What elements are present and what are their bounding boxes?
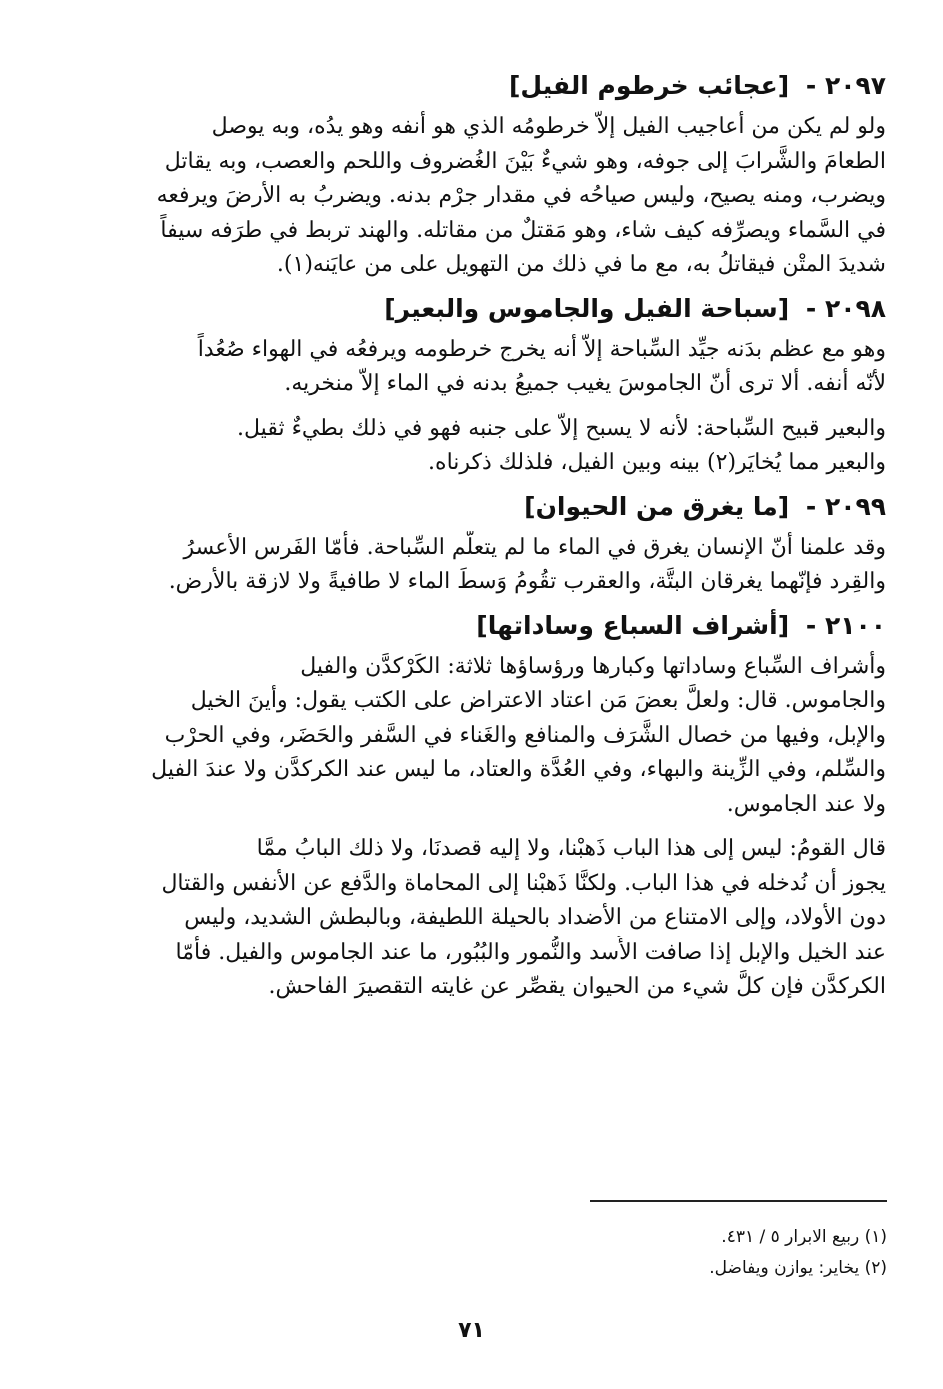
section-title: [سباحة الفيل والجاموس والبعير] xyxy=(384,293,790,323)
text-line: الكركدَّن فإن كلَّ شيء من الحيوان يقصِّر عن غايته التقصيرَ الفاحش. xyxy=(268,974,886,999)
text-line: يجوز أن نُدخله في هذا الباب. ولكنَّا ذَهبْنا إلى المحاماة والدَّفع عن الأنفس والقتال xyxy=(161,870,886,896)
section-number: ٢٠٩٨ - xyxy=(805,293,886,323)
section-number: ٢٠٩٧ - xyxy=(805,71,886,100)
page-body xyxy=(118,60,886,1011)
paragraph xyxy=(118,650,886,823)
footnote: (١) ربيع الابرار ٥ / ٤٣١. xyxy=(721,1227,887,1247)
footnote-divider xyxy=(590,1200,887,1202)
section-number: ٢١٠٠ - xyxy=(805,610,886,640)
text-line: الطعامَ والشَّرابَ إلى جوفه، وهو شيءٌ بَيْنَ الغُضروف واللحم والعصب، وبه يقاتل xyxy=(164,148,886,174)
text-line: قال القومُ: ليس إلى هذا الباب ذَهبْنا، ولا إليه قصدنَا، ولا ذلك البابُ ممَّا xyxy=(256,836,886,861)
section-number: ٢٠٩٩ - xyxy=(805,491,886,521)
paragraph xyxy=(118,333,886,402)
text-line: عند الخيل والإبل إذا صافت الأُسد والنُّمور والبُبُور، ما عند الجاموس والفيل. فأمّا xyxy=(175,939,886,965)
text-line: والبعير قبيح السِّباحة: لأنه لا يسبح إلاّ على جنبه فهو في ذلك بطيءٌ ثقيل. xyxy=(237,415,886,441)
footnote: (٢) يخاير: يوازن ويفاضل. xyxy=(709,1258,887,1278)
paragraph xyxy=(118,412,886,481)
section-heading xyxy=(118,489,886,525)
text-line: والجاموس. قال: ولعلَّ بعضَ مَن اعتاد الاعتراض على الكتب يقول: وأينَ الخيل xyxy=(190,688,886,713)
text-line: والبعير مما يُخايَر(٢) بينه وبين الفيل، فلذلك ذكرناه. xyxy=(428,450,886,475)
text-line: شديدَ المتْن فيقاتلُ به، مع ما في ذلك من التهويل على من عايَنه(١). xyxy=(276,252,886,277)
text-line: وهو مع عظم بدَنه جيِّد السِّباحة إلاّ أنه يخرج خرطومه ويرفعُه في الهواء صُعُداً xyxy=(197,336,886,362)
text-line: وأشراف السِّباع وساداتها وكبارها ورؤساؤها ثلاثة: الكَرْكدَّن والفيل xyxy=(300,653,886,679)
page-number: ٧١ xyxy=(458,1318,485,1343)
section-heading xyxy=(118,291,886,327)
text-line: والقِرد فإنّهما يغرقان البتَّة، والعقرب تقُومُ وَسطَ الماء لا طافيةً ولا لازقة بالأرض. xyxy=(168,569,886,594)
text-line: وقد علمنا أنّ الإنسان يغرق في الماء ما لم يتعلّم السِّباحة. فأمّا الفَرس الأعسرُ xyxy=(183,534,886,560)
text-line: والسِّلم، وفي الزِّينة والبهاء، وفي العُدَّة والعتاد، ما ليس عند الكركدَّن ولا عندَ الفيل xyxy=(151,757,886,782)
section-heading xyxy=(118,608,886,644)
text-line: ولا عند الجاموس. xyxy=(726,791,886,817)
section-title: [ما يغرق من الحيوان] xyxy=(524,491,790,521)
section-title: [أشراف السباع وساداتها] xyxy=(476,610,790,640)
footnotes xyxy=(560,1222,887,1284)
text-line: لأنّه أنفه. ألا ترى أنّ الجاموسَ يغيب جميعُ بدنه في الماء إلاّ منخريه. xyxy=(284,371,886,396)
paragraph xyxy=(118,832,886,1005)
text-line: دون الأولاد، وإلى الامتناع من الأضداد بالحيلة اللطيفة، وبالبطش الشديد، وليس xyxy=(184,905,886,930)
section-title: [عجائب خرطوم الفيل] xyxy=(508,71,790,100)
text-line: ولو لم يكن من أعاجيب الفيل إلاّ خرطومُه الذي هو أنفه وهو يدُه، وبه يوصل xyxy=(211,114,886,139)
paragraph xyxy=(118,531,886,600)
paragraph xyxy=(118,110,886,283)
text-line: ويضرب، ومنه يصيح، وليس صياحُه في مقدار جرْم بدنه. ويضربُ به الأرضَ ويرفعه xyxy=(156,183,886,208)
section-heading xyxy=(118,68,886,104)
text-line: والإبل، وفيها من خصال الشَّرَف والمنافع والغَناء في السَّفر والحَضَر، وفي الحرْب xyxy=(164,722,886,748)
text-line: في السَّماء ويصرِّفه كيف شاء، وهو مَقتلٌ من مقاتله. والهند تربط في طرَفه سيفاً xyxy=(160,217,886,243)
